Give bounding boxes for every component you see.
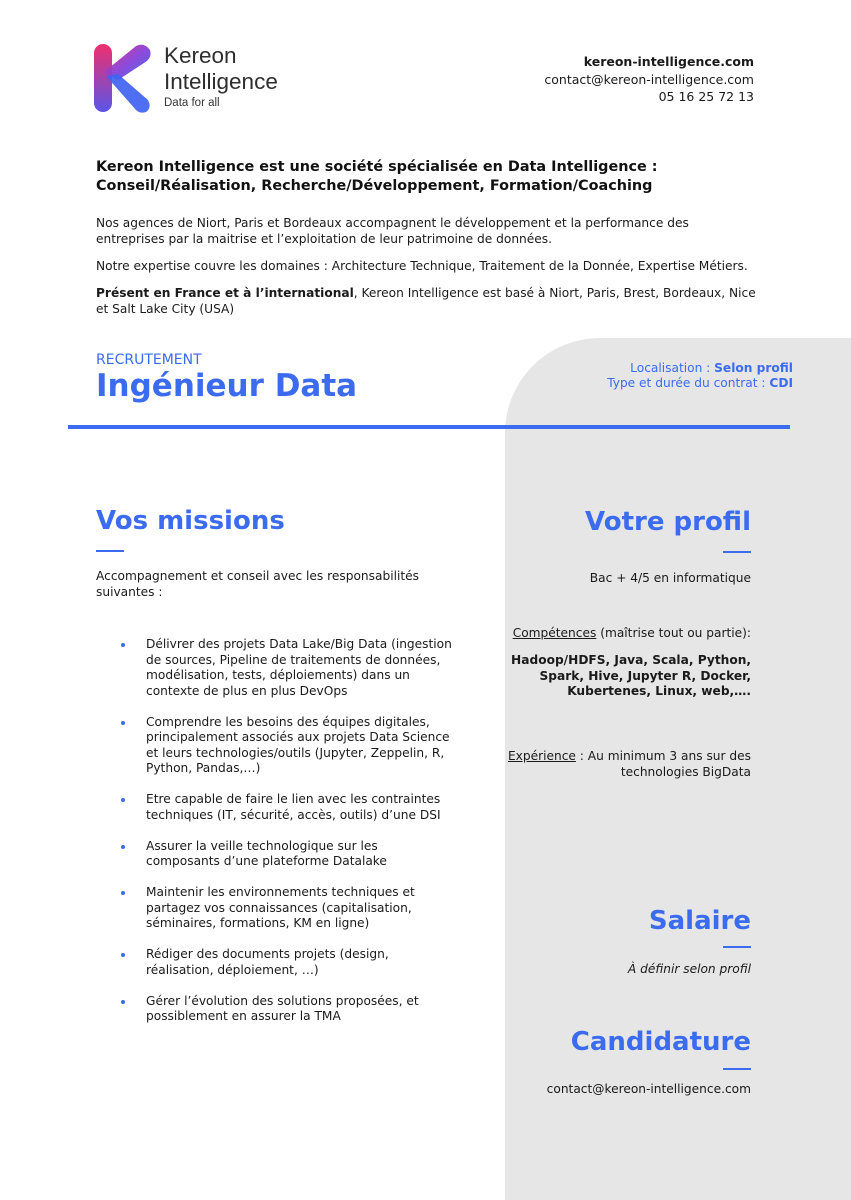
section-kicker: RECRUTEMENT	[96, 352, 202, 368]
brand-name-line2: Intelligence	[164, 69, 278, 94]
missions-heading-underline	[96, 550, 124, 552]
profile-heading-underline	[723, 551, 751, 553]
mission-item: Assurer la veille technologique sur les composants d’une plateforme Datalake	[118, 839, 453, 870]
company-headline-line2: Conseil/Réalisation, Recherche/Développement, Formation/Coaching	[96, 178, 653, 194]
company-headline	[96, 158, 756, 196]
phone-number: 05 16 25 72 13	[658, 89, 754, 104]
brand-tagline: Data for all	[164, 97, 220, 109]
header-divider	[68, 425, 790, 429]
presence-rest: , Kereon Intelligence est basé à Niort, Paris, Brest, Bordeaux, Nice et Salt Lake City (USA)	[96, 286, 756, 316]
mission-item: Gérer l’évolution des solutions proposées, et possiblement en assurer la TMA	[118, 994, 453, 1025]
application-heading: Candidature	[570, 1027, 751, 1057]
kereon-logo-icon	[92, 42, 154, 114]
mission-item: Etre capable de faire le lien avec les contraintes techniques (IT, sécurité, accès, outils) d’une DSI	[118, 792, 453, 823]
presence-bold: Présent en France et à l’international	[96, 286, 354, 300]
intro-paragraph-expertise: Notre expertise couvre les domaines : Architecture Technique, Traitement de la Donnée, Expertise Métiers.	[96, 259, 748, 273]
mission-item: Comprendre les besoins des équipes digitales, principalement associés aux projets Data Science et leurs technologies/outils (Jupyter, Zeppelin, R, Python, Pandas,…)	[118, 715, 453, 777]
brand-name	[164, 43, 278, 109]
location-value: Selon profil	[714, 361, 793, 375]
skills-label-text: Compétences	[512, 626, 597, 640]
company-headline-line1: Kereon Intelligence est une société spécialisée en Data Intelligence :	[96, 159, 658, 175]
application-heading-underline	[723, 1068, 751, 1070]
experience-label: Expérience	[507, 749, 576, 763]
contract-label: Type et durée du contrat :	[607, 376, 770, 390]
job-title: Ingénieur Data	[96, 368, 358, 404]
experience-text: : Au minimum 3 ans sur des technologies BigData	[575, 749, 751, 779]
brand-name-line1: Kereon	[164, 43, 237, 68]
mission-item: Rédiger des documents projets (design, réalisation, déploiement, …)	[118, 947, 453, 978]
contract-line	[607, 376, 793, 391]
missions-list	[118, 637, 453, 1040]
website-link[interactable]: kereon-intelligence.com	[583, 54, 754, 69]
mission-item: Délivrer des projets Data Lake/Big Data (ingestion de sources, Pipeline de traitements de données, modélisation, tests, déploiements) dans un contexte de plus en plus DevOps	[118, 637, 453, 699]
location-line	[607, 361, 793, 376]
intro-paragraph-presence	[96, 285, 756, 317]
job-meta	[607, 361, 793, 391]
mission-item: Maintenir les environnements techniques et partagez vos connaissances (capitalisation, séminaires, formations, KM en ligne)	[118, 885, 453, 932]
contract-value: CDI	[769, 376, 793, 390]
skills-label	[513, 626, 751, 640]
salary-heading-underline	[723, 946, 751, 948]
contact-block	[544, 53, 754, 106]
experience-requirement	[491, 749, 751, 780]
missions-intro: Accompagnement et conseil avec les responsabilités suivantes :	[96, 569, 419, 599]
skills-list: Hadoop/HDFS, Java, Scala, Python, Spark, Hive, Jupyter R, Docker, Kubertenes, Linux, web,….	[511, 653, 751, 698]
missions-heading: Vos missions	[96, 506, 285, 536]
intro-paragraph-agencies: Nos agences de Niort, Paris et Bordeaux accompagnent le développement et la performance des entreprises par la maitrise et l’exploitation de leur patrimoine de données.	[96, 216, 689, 246]
salary-heading: Salaire	[648, 906, 751, 936]
skills-note: (maîtrise tout ou partie):	[596, 626, 751, 640]
salary-value: À définir selon profil	[627, 962, 751, 976]
education-requirement: Bac + 4/5 en informatique	[589, 571, 751, 585]
location-label: Localisation :	[630, 361, 715, 375]
application-email[interactable]: contact@kereon-intelligence.com	[546, 1082, 751, 1096]
profile-heading: Votre profil	[585, 507, 751, 537]
email-link[interactable]: contact@kereon-intelligence.com	[544, 71, 754, 87]
